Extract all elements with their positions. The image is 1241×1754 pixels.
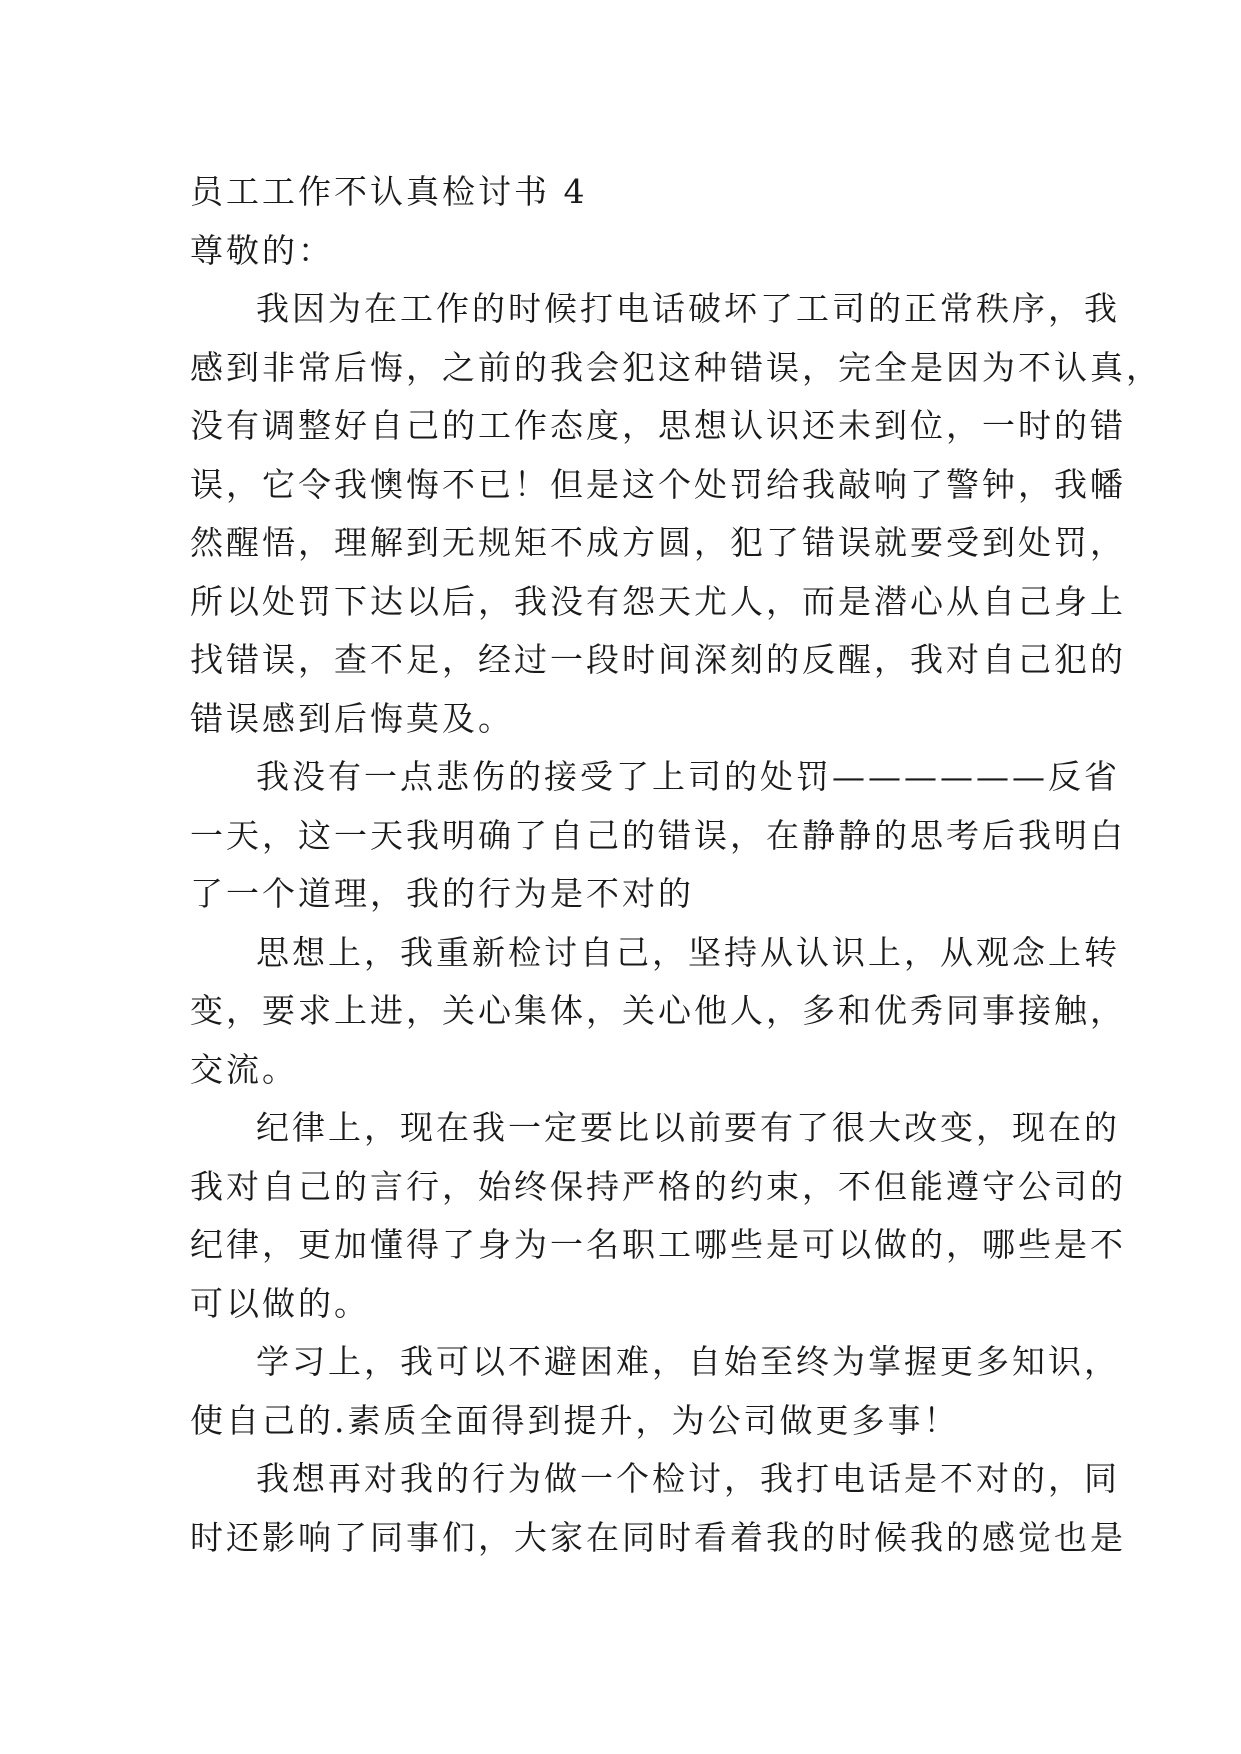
paragraph-line: 变，要求上进，关心集体，关心他人，多和优秀同事接触，: [190, 991, 1126, 1030]
salutation: 尊敬的：: [190, 230, 334, 270]
paragraph-line: 学习上，我可以不避困难，自始至终为掌握更多知识，: [256, 1342, 1120, 1381]
paragraph-3: [190, 924, 1126, 1100]
paragraph-line: 纪律上，现在我一定要比以前要有了很大改变，现在的: [256, 1108, 1120, 1147]
paragraph-line: 然醒悟，理解到无规矩不成方圆，犯了错误就要受到处罚，: [190, 523, 1126, 562]
paragraph-line: 交流。: [190, 1049, 298, 1089]
paragraph-line: 感到非常后悔，之前的我会犯这种错误，完全是因为不认真，: [190, 347, 1162, 387]
paragraph-line: 没有调整好自己的工作态度，思想认识还未到位，一时的错: [190, 406, 1126, 445]
paragraph-line: 所以处罚下达以后，我没有怨天尤人，而是潜心从自己身上: [190, 581, 1126, 621]
paragraph-line: 使自己的.素质全面得到提升，为公司做更多事！: [190, 1400, 960, 1440]
document-body: [190, 163, 1162, 1567]
paragraph-line: 我对自己的言行，始终保持严格的约束，不但能遵守公司的: [190, 1166, 1126, 1206]
paragraph-line: 了一个道理，我的行为是不对的: [190, 874, 694, 913]
paragraph-4: [190, 1099, 1126, 1333]
paragraph-line: 时还影响了同事们，大家在同时看着我的时候我的感觉也是: [190, 1517, 1126, 1557]
paragraph-6: [190, 1450, 1126, 1567]
paragraph-line: 误，它令我懊悔不已！但是这个处罚给我敲响了警钟，我幡: [190, 464, 1126, 504]
document-title: 员工工作不认真检讨书 4: [190, 172, 588, 211]
paragraph-line: 我因为在工作的时候打电话破坏了工司的正常秩序，我: [256, 289, 1120, 328]
paragraph-line: 找错误，查不足，经过一段时间深刻的反醒，我对自己犯的: [190, 640, 1126, 679]
paragraph-1: [190, 280, 1162, 748]
paragraph-line: 我没有一点悲伤的接受了上司的处罚——————反省: [256, 757, 1120, 796]
paragraph-line: 错误感到后悔莫及。: [190, 698, 514, 738]
paragraph-5: [190, 1333, 1120, 1450]
paragraph-2: [190, 748, 1126, 924]
paragraph-line: 我想再对我的行为做一个检讨，我打电话是不对的，同: [256, 1459, 1120, 1498]
paragraph-line: 可以做的。: [190, 1283, 370, 1323]
paragraph-line: 思想上，我重新检讨自己，坚持从认识上，从观念上转: [256, 932, 1120, 972]
paragraph-line: 纪律，更加懂得了身为一名职工哪些是可以做的，哪些是不: [190, 1225, 1126, 1264]
paragraph-line: 一天，这一天我明确了自己的错误，在静静的思考后我明白: [190, 815, 1126, 855]
